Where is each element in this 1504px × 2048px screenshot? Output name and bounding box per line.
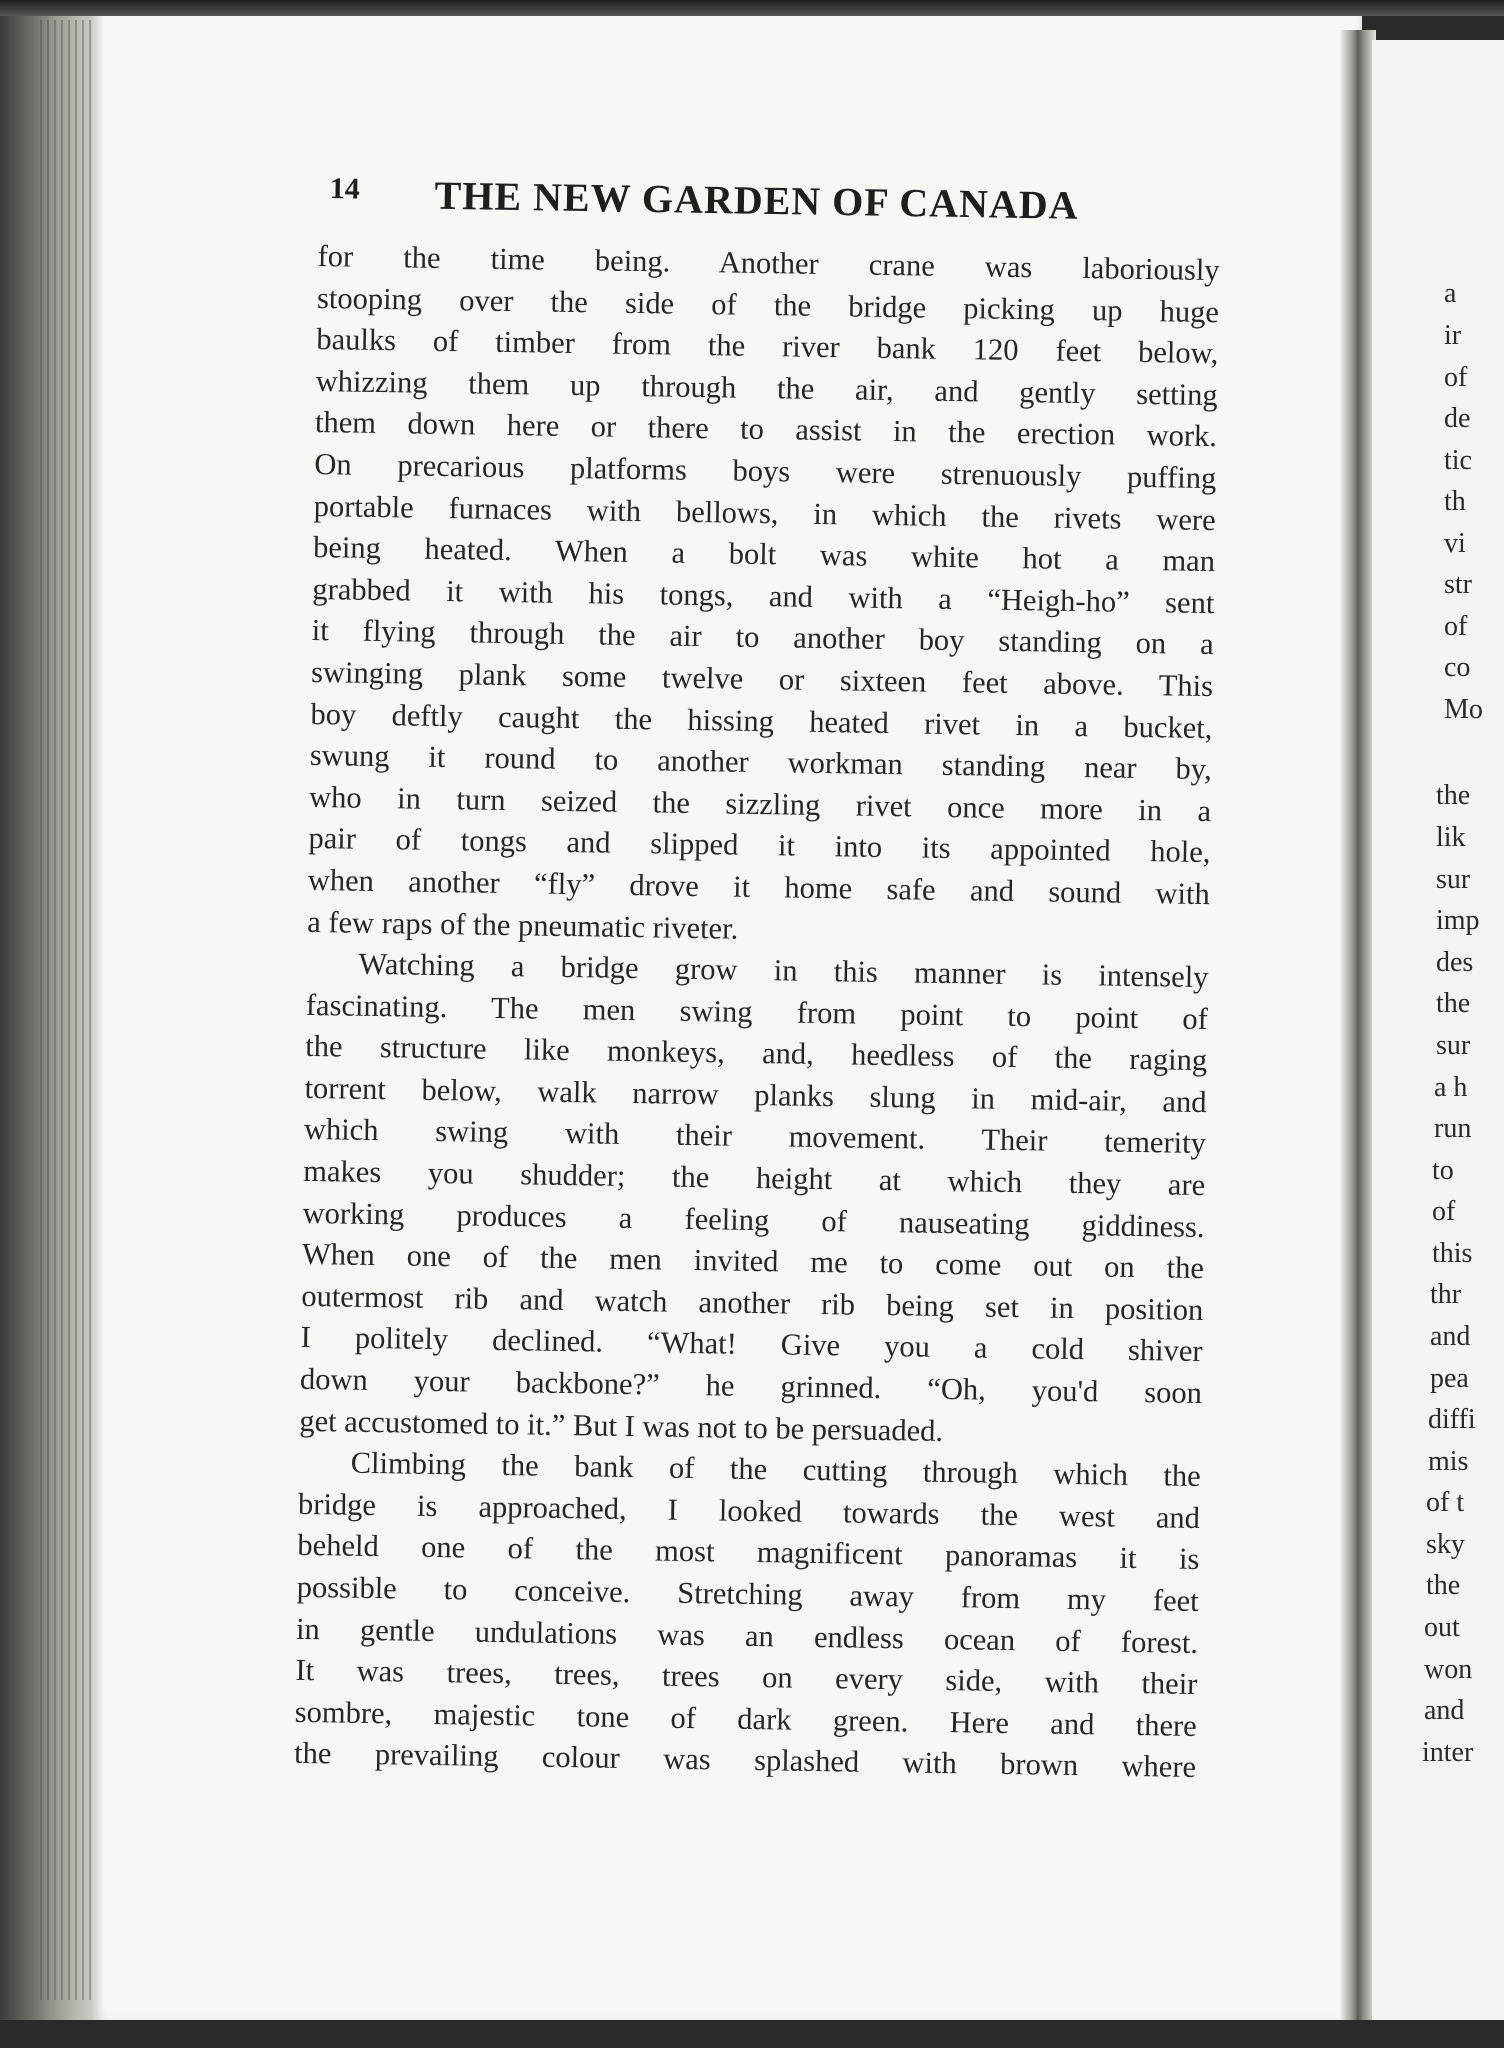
right-page-fragment: and xyxy=(1430,1321,1471,1352)
right-page-fragment: sur xyxy=(1436,864,1471,895)
right-page-fragment: sky xyxy=(1426,1529,1465,1560)
right-page-fragment: sur xyxy=(1436,1030,1471,1061)
text-line: get accustomed to it.” But I was not to be persuaded. xyxy=(299,1403,944,1448)
right-page-fragment: str xyxy=(1444,569,1472,600)
right-page-fragment: out xyxy=(1424,1612,1460,1643)
text-line: when another “fly” drove it home safe and sound with xyxy=(307,862,1211,911)
text-line: which swing with their movement. Their temerity xyxy=(303,1112,1207,1161)
text-line: a few raps of the pneumatic riveter. xyxy=(306,904,739,946)
right-page-fragment: mis xyxy=(1428,1446,1469,1477)
text-line: for the time being. Another crane was laboriously xyxy=(317,238,1220,288)
right-page-fragment: to xyxy=(1432,1155,1454,1186)
page-number: 14 xyxy=(329,172,360,206)
running-title: THE NEW GARDEN OF CANADA xyxy=(434,172,1079,228)
right-page-fragment: and xyxy=(1424,1695,1465,1726)
text-line: baulks of timber from the river bank 120 feet below, xyxy=(316,322,1219,371)
right-page-fragment: thr xyxy=(1430,1279,1462,1310)
text-line: in gentle undulations was an endless ocean of forest. xyxy=(295,1611,1199,1660)
text-line: Climbing the bank of the cutting through which the xyxy=(350,1445,1201,1494)
bottom-border xyxy=(0,2020,1504,2048)
right-page-fragment: the xyxy=(1426,1570,1461,1601)
right-page-fragment: Mo xyxy=(1444,694,1483,725)
text-line: I politely declined. “What! Give you a cold shiver xyxy=(300,1320,1203,1369)
text-line: beheld one of the most magnificent panoramas it is xyxy=(297,1528,1200,1577)
right-page-fragment: co xyxy=(1444,652,1471,683)
text-line: outermost rib and watch another rib being set in position xyxy=(301,1278,1204,1327)
text-line: the prevailing colour was splashed with brown where xyxy=(293,1736,1197,1785)
text-line: it flying through the air to another boy standing on a xyxy=(311,613,1214,662)
right-page-fragment: ir xyxy=(1444,320,1462,351)
text-line: fascinating. The men swing from point to point of xyxy=(305,987,1209,1036)
text-line: down your backbone?” he grinned. “Oh, you'd soon xyxy=(299,1361,1203,1411)
book-gutter xyxy=(1340,30,1376,2030)
right-page-fragment: the xyxy=(1436,780,1471,811)
text-line: boy deftly caught the hissing heated rivet in a bucket, xyxy=(310,696,1213,745)
body-text xyxy=(294,236,1220,1789)
right-page-fragment: vi xyxy=(1444,528,1466,559)
right-page-fragment: de xyxy=(1444,403,1471,434)
right-page-fragment: of xyxy=(1432,1196,1456,1227)
text-line: sombre, majestic tone of dark green. Here and there xyxy=(294,1694,1197,1743)
top-border xyxy=(0,0,1504,16)
text-line: On precarious platforms boys were strenuously puffing xyxy=(314,446,1217,496)
text-line: When one of the men invited me to come out on the xyxy=(301,1237,1205,1286)
right-page-fragment: diffi xyxy=(1428,1404,1476,1435)
text-line: portable furnaces with bellows, in which the rivets were xyxy=(313,488,1216,537)
right-page-fragment: won xyxy=(1424,1654,1473,1685)
right-page-fragment: this xyxy=(1432,1238,1473,1269)
right-page-fragment: tic xyxy=(1444,445,1472,476)
right-page-fragment: pea xyxy=(1430,1363,1469,1394)
text-line: makes you shudder; the height at which they are xyxy=(303,1153,1206,1203)
text-line: It was trees, trees, trees on every side, with their xyxy=(295,1653,1198,1702)
right-page-fragment: of xyxy=(1444,611,1468,642)
text-line: whizzing them up through the air, and gently setting xyxy=(315,363,1218,412)
text-line: being heated. When a bolt was white hot a man xyxy=(312,530,1216,579)
text-line: swinging plank some twelve or sixteen feet above. This xyxy=(310,654,1214,704)
text-line: who in turn seized the sizzling rivet once more in a xyxy=(308,779,1212,828)
page-stack-lines xyxy=(40,20,95,2000)
text-line: bridge is approached, I looked towards the west and xyxy=(297,1486,1201,1535)
right-page-fragment: a h xyxy=(1434,1072,1468,1103)
text-line: pair of tongs and slipped it into its appointed hole, xyxy=(308,821,1211,870)
text-line: Watching a bridge grow in this manner is intensely xyxy=(358,946,1209,995)
text-line: them down here or there to assist in the erection work. xyxy=(314,405,1218,454)
right-page-fragment: run xyxy=(1434,1113,1472,1144)
text-line: grabbed it with his tongs, and with a “Heigh-ho” sent xyxy=(312,571,1215,620)
right-page-fragment: of t xyxy=(1426,1487,1465,1518)
text-line: working produces a feeling of nauseating giddiness. xyxy=(302,1195,1205,1244)
right-page-fragment: a xyxy=(1444,278,1457,309)
right-page-fragment: lik xyxy=(1436,822,1466,853)
text-line: stooping over the side of the bridge picking up huge xyxy=(316,280,1220,329)
right-page-fragment: of xyxy=(1444,362,1468,393)
text-line: possible to conceive. Stretching away from my feet xyxy=(296,1569,1199,1618)
right-page-fragment: des xyxy=(1436,947,1474,978)
text-line: torrent below, walk narrow planks slung in mid-air, and xyxy=(304,1070,1207,1119)
right-page-fragment: th xyxy=(1444,486,1466,517)
right-page-fragment: the xyxy=(1436,988,1471,1019)
text-line: the structure like monkeys, and, heedless of the raging xyxy=(305,1029,1208,1078)
right-page-fragment: imp xyxy=(1436,905,1480,936)
text-line: swung it round to another workman standing near by, xyxy=(309,738,1213,787)
right-page-fragment: inter xyxy=(1422,1737,1474,1768)
